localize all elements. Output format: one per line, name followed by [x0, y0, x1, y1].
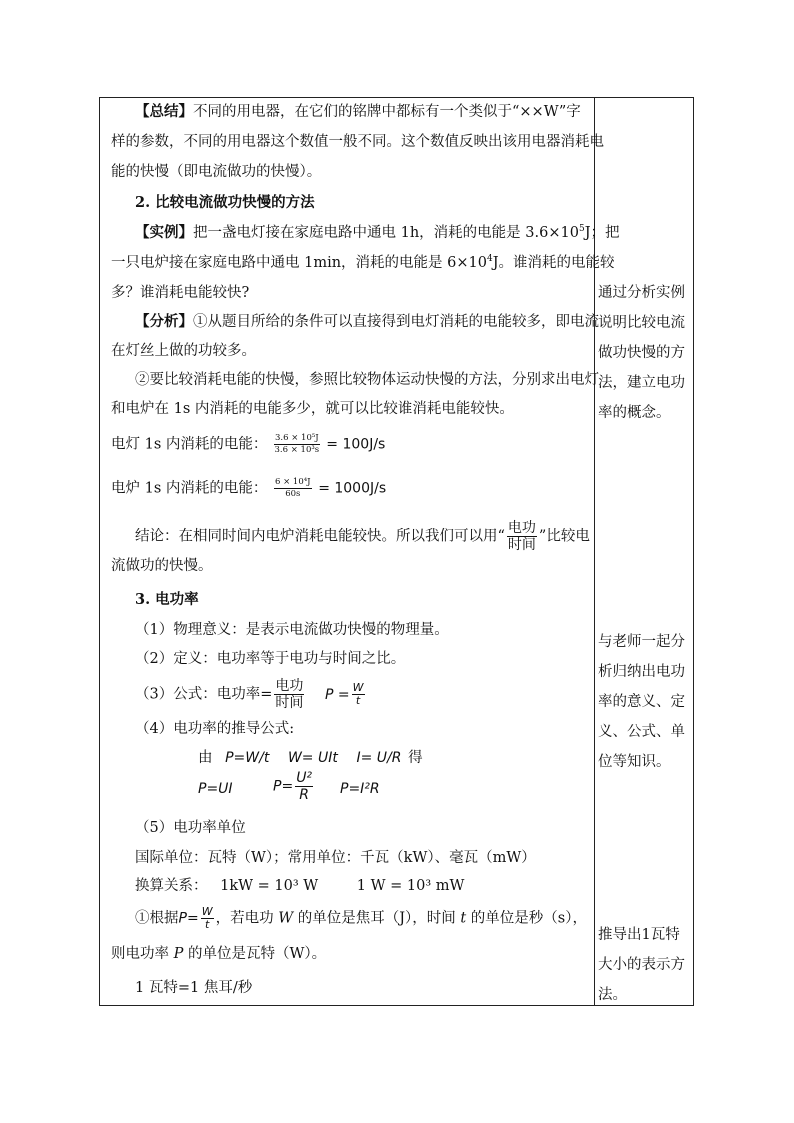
units-line: 国际单位：瓦特（W）；常用单位：千瓦（kW）、毫瓦（mW）	[135, 850, 536, 866]
note-text-2b: 的单位是瓦特（W）。	[183, 946, 327, 962]
summary-line-3: 能的快慢（即电流做功的快慢）。	[111, 164, 322, 180]
analysis-line-1	[135, 312, 599, 332]
stove-numerator: 6 × 10⁴J	[275, 477, 311, 487]
example-text-2a: 一只电炉接在家庭电路中通电 1min，消耗的电能是 6×10	[111, 255, 487, 271]
item-3-w: W	[352, 681, 364, 694]
lamp-fraction	[274, 433, 320, 456]
stove-label: 电炉 1s 内消耗的电能：	[111, 480, 268, 497]
conclusion-line-2: 流做功的快慢。	[111, 558, 213, 574]
summary-heading: 【总结】	[135, 103, 193, 120]
lamp-equation	[111, 433, 385, 456]
formula-pui: P=UI	[198, 781, 233, 797]
note-text-c: 的单位是焦耳（J），时间	[293, 910, 461, 927]
item-3-p: P =	[324, 686, 350, 703]
item-2: （2）定义：电功率等于电功与时间之比。	[135, 651, 406, 667]
item-5: （5）电功率单位	[135, 820, 246, 836]
item-3-denominator: 时间	[275, 695, 304, 711]
stove-fraction	[274, 477, 312, 500]
lamp-numerator: 3.6 × 10⁵J	[275, 433, 319, 443]
item-3-fraction	[274, 678, 304, 711]
conversion-label: 换算关系：	[135, 878, 208, 894]
pu2r-formula	[273, 770, 315, 808]
analysis-heading: 【分析】	[135, 313, 193, 330]
note-text-2a: 则电功率	[111, 946, 174, 962]
item-3-label: （3）公式：电功率=	[135, 686, 273, 703]
item-3-t: t	[355, 694, 361, 707]
conversion-line	[135, 876, 464, 896]
derivation-formula-2: W= UIt	[287, 750, 338, 766]
analysis-line-4: 和电炉在 1s 内消耗的电能多少，就可以比较谁消耗电能较快。	[111, 401, 514, 417]
analysis-text-1: ①从题目所给的条件可以直接得到电灯消耗的电能较多，即电流	[193, 314, 599, 330]
formula-pu2-denominator: R	[299, 787, 309, 803]
conversion-kw: 1kW = 10³ W	[220, 878, 319, 894]
note-fraction	[201, 906, 214, 931]
pi2r-formula	[340, 779, 380, 799]
example-text-1b: J；把	[584, 225, 620, 241]
item-1: （1）物理意义：是表示电流做功快慢的物理量。	[135, 622, 449, 638]
item-3-formula-fraction	[352, 682, 365, 707]
conclusion-text-b: ”比较电	[538, 528, 590, 545]
conclusion-fraction	[507, 520, 537, 553]
formula-pu2-p: P=	[273, 778, 294, 795]
item-4: （4）电功率的推导公式:	[135, 721, 295, 737]
note-t: t	[460, 910, 467, 927]
stove-result: = 1000J/s	[318, 480, 387, 497]
summary-line-1	[135, 102, 581, 122]
example-heading: 【实例】	[135, 224, 193, 241]
analysis-line-2: 在灯丝上做的功较多。	[111, 343, 256, 359]
conclusion-line-1	[135, 520, 590, 553]
summary-text-1: 不同的用电器，在它们的铭牌中都标有一个类似于“××W”字	[193, 104, 581, 120]
note-denominator: t	[204, 918, 210, 931]
derivation-formula-3: I= U/R	[356, 750, 402, 766]
stove-denominator: 60s	[285, 489, 301, 499]
conclusion-denominator: 时间	[507, 537, 536, 553]
item-3	[135, 678, 367, 711]
side-note-1: 通过分析实例说明比较电流做功快慢的方法，建立电功率的概念。	[598, 285, 685, 421]
lamp-denominator: 3.6 × 10³s	[274, 445, 320, 455]
stove-equation	[111, 477, 386, 500]
note-p: P=	[178, 910, 199, 927]
formula-pu2-fraction	[295, 770, 313, 803]
example-exponent-1: 5	[578, 224, 585, 235]
note-numerator: W	[201, 905, 213, 918]
note-text-b: ，若电功	[215, 910, 279, 927]
section-2-title: 2. 比较电流做功快慢的方法	[135, 194, 315, 211]
conversion-mw: 1 W = 10³ mW	[356, 878, 465, 894]
note-text-d: 的单位是秒（s），	[466, 910, 588, 927]
lamp-result: = 100J/s	[326, 436, 386, 453]
example-line-2	[111, 253, 615, 273]
item-3-numerator: 电功	[275, 678, 304, 694]
example-text-1a: 把一盏电灯接在家庭电路中通电 1h，消耗的电能是 3.6×10	[193, 225, 579, 241]
formula-pi2r: P=I²R	[340, 781, 380, 797]
note-text-a: ①根据	[135, 910, 179, 927]
example-line-1	[135, 223, 620, 243]
pui-formula	[198, 779, 233, 799]
example-text-2b: J。谁消耗的电能较	[492, 255, 615, 271]
note-text-2p: P	[173, 946, 184, 962]
example-exponent-2: 4	[487, 254, 493, 265]
side-note-3: 推导出1瓦特大小的表示方法。	[598, 927, 685, 1003]
lamp-label: 电灯 1s 内消耗的电能：	[111, 436, 268, 453]
watt-definition: 1 瓦特=1 焦耳/秒	[135, 980, 253, 996]
note-line-1	[135, 906, 587, 931]
conclusion-text-a: 结论：在相同时间内电炉消耗电能较快。所以我们可以用“	[135, 528, 505, 545]
note-line-2	[111, 944, 326, 964]
analysis-line-3: ②要比较消耗电能的快慢，参照比较物体运动快慢的方法，分别求出电灯	[135, 372, 599, 388]
example-line-3: 多？谁消耗电能较快?	[111, 285, 250, 301]
derivation-line	[198, 748, 423, 768]
note-w: W	[278, 910, 294, 927]
summary-line-2: 样的参数，不同的用电器这个数值一般不同。这个数值反映出该用电器消耗电	[111, 134, 604, 150]
formula-pu2-numerator: U²	[296, 770, 313, 786]
derivation-de: 得	[408, 750, 423, 766]
section-3-title: 3. 电功率	[135, 591, 199, 608]
derivation-formula-1: P=W/t	[225, 750, 270, 766]
derivation-you: 由	[198, 750, 213, 766]
side-note-2: 与老师一起分析归纳出电功率的意义、定义、公式、单位等知识。	[598, 634, 685, 770]
conclusion-numerator: 电功	[507, 520, 536, 536]
